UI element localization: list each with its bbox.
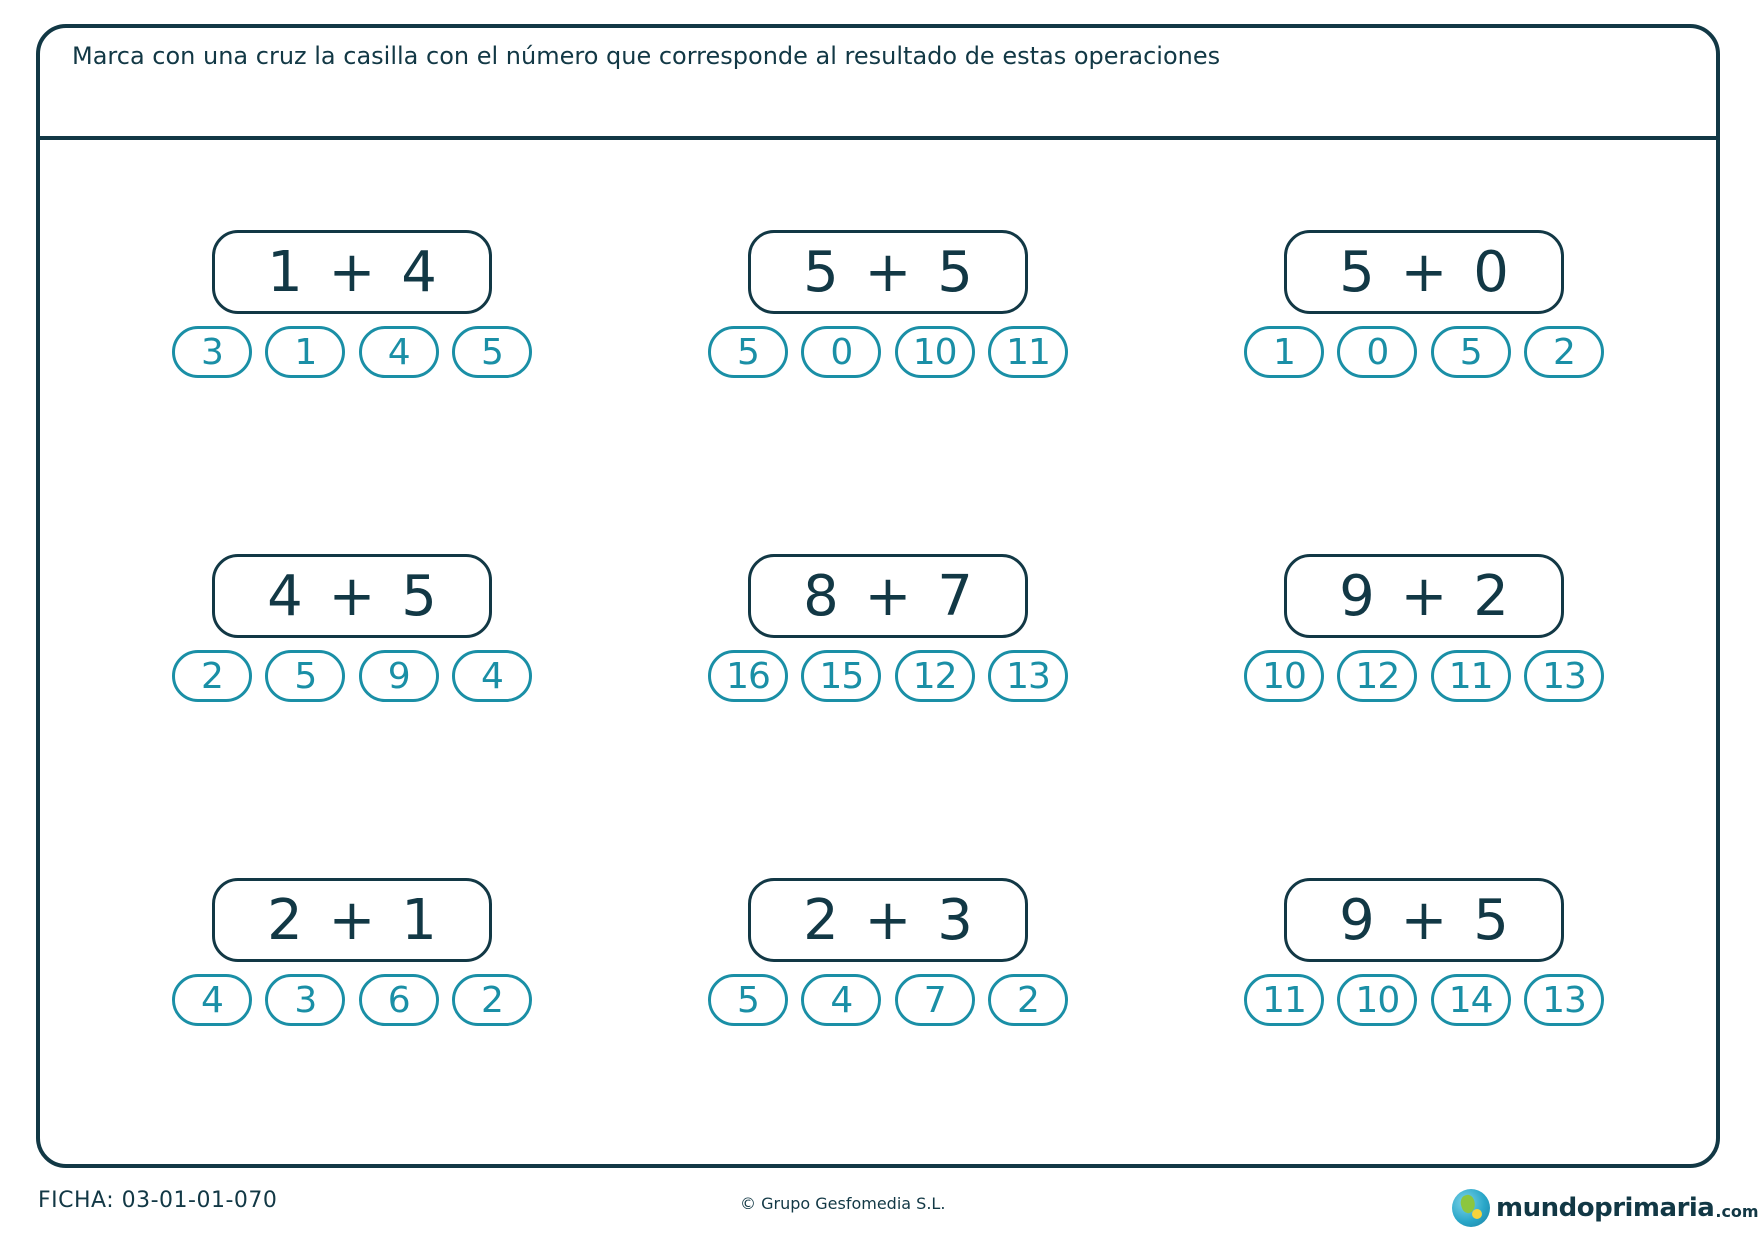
answer-option[interactable]: 16 — [708, 650, 788, 702]
answer-option[interactable]: 4 — [172, 974, 252, 1026]
answer-option[interactable]: 0 — [801, 326, 881, 378]
answer-option[interactable]: 5 — [708, 326, 788, 378]
answer-option[interactable]: 1 — [1244, 326, 1324, 378]
operation-box: 5 + 0 — [1284, 230, 1564, 314]
answer-option[interactable]: 9 — [359, 650, 439, 702]
operation-box: 9 + 5 — [1284, 878, 1564, 962]
answer-option[interactable]: 2 — [172, 650, 252, 702]
answer-option[interactable]: 11 — [988, 326, 1068, 378]
answer-option[interactable]: 13 — [1524, 974, 1604, 1026]
brand-name: mundoprimaria — [1496, 1193, 1715, 1223]
answer-option[interactable]: 2 — [988, 974, 1068, 1026]
answer-option[interactable]: 11 — [1431, 650, 1511, 702]
ficha-code: FICHA: 03-01-01-070 — [38, 1188, 278, 1213]
instructions-text: Marca con una cruz la casilla con el número que corresponde al resultado de estas operaciones — [72, 42, 1221, 70]
answer-options — [172, 650, 532, 704]
answer-option[interactable]: 10 — [895, 326, 975, 378]
answer-option[interactable]: 11 — [1244, 974, 1324, 1026]
answer-option[interactable]: 1 — [265, 326, 345, 378]
copyright-text: © Grupo Gesfomedia S.L. — [740, 1194, 946, 1213]
answer-option[interactable]: 2 — [452, 974, 532, 1026]
brand-logo[interactable] — [1452, 1186, 1759, 1230]
exercise-5 — [708, 554, 1068, 714]
answer-option[interactable]: 3 — [265, 974, 345, 1026]
answer-option[interactable]: 4 — [359, 326, 439, 378]
operation-box: 5 + 5 — [748, 230, 1028, 314]
exercise-4 — [172, 554, 532, 714]
worksheet-header — [40, 28, 1716, 140]
answer-options — [172, 974, 532, 1028]
answer-option[interactable]: 4 — [801, 974, 881, 1026]
answer-options — [708, 326, 1068, 380]
operation-box: 8 + 7 — [748, 554, 1028, 638]
answer-options — [708, 650, 1068, 704]
answer-option[interactable]: 2 — [1524, 326, 1604, 378]
operation-box: 4 + 5 — [212, 554, 492, 638]
exercise-2 — [708, 230, 1068, 390]
answer-option[interactable]: 6 — [359, 974, 439, 1026]
answer-option[interactable]: 4 — [452, 650, 532, 702]
answer-option[interactable]: 5 — [1431, 326, 1511, 378]
answer-option[interactable]: 5 — [265, 650, 345, 702]
answer-options — [1244, 650, 1604, 704]
exercise-grid — [40, 140, 1716, 1168]
operation-box: 9 + 2 — [1284, 554, 1564, 638]
answer-option[interactable]: 13 — [1524, 650, 1604, 702]
answer-option[interactable]: 10 — [1244, 650, 1324, 702]
answer-option[interactable]: 5 — [452, 326, 532, 378]
answer-options — [708, 974, 1068, 1028]
answer-option[interactable]: 0 — [1337, 326, 1417, 378]
answer-options — [1244, 326, 1604, 380]
answer-option[interactable]: 12 — [895, 650, 975, 702]
answer-option[interactable]: 3 — [172, 326, 252, 378]
exercise-1 — [172, 230, 532, 390]
operation-box: 2 + 3 — [748, 878, 1028, 962]
exercise-6 — [1244, 554, 1604, 714]
answer-options — [1244, 974, 1604, 1028]
brand-tld: .com — [1715, 1201, 1759, 1221]
worksheet-frame — [36, 24, 1720, 1168]
answer-option[interactable]: 13 — [988, 650, 1068, 702]
operation-box: 1 + 4 — [212, 230, 492, 314]
answer-option[interactable]: 7 — [895, 974, 975, 1026]
globe-icon — [1452, 1189, 1490, 1227]
answer-option[interactable]: 5 — [708, 974, 788, 1026]
operation-box: 2 + 1 — [212, 878, 492, 962]
answer-option[interactable]: 10 — [1337, 974, 1417, 1026]
exercise-7 — [172, 878, 532, 1038]
exercise-3 — [1244, 230, 1604, 390]
answer-option[interactable]: 12 — [1337, 650, 1417, 702]
exercise-9 — [1244, 878, 1604, 1038]
exercise-8 — [708, 878, 1068, 1038]
answer-option[interactable]: 14 — [1431, 974, 1511, 1026]
answer-option[interactable]: 15 — [801, 650, 881, 702]
answer-options — [172, 326, 532, 380]
